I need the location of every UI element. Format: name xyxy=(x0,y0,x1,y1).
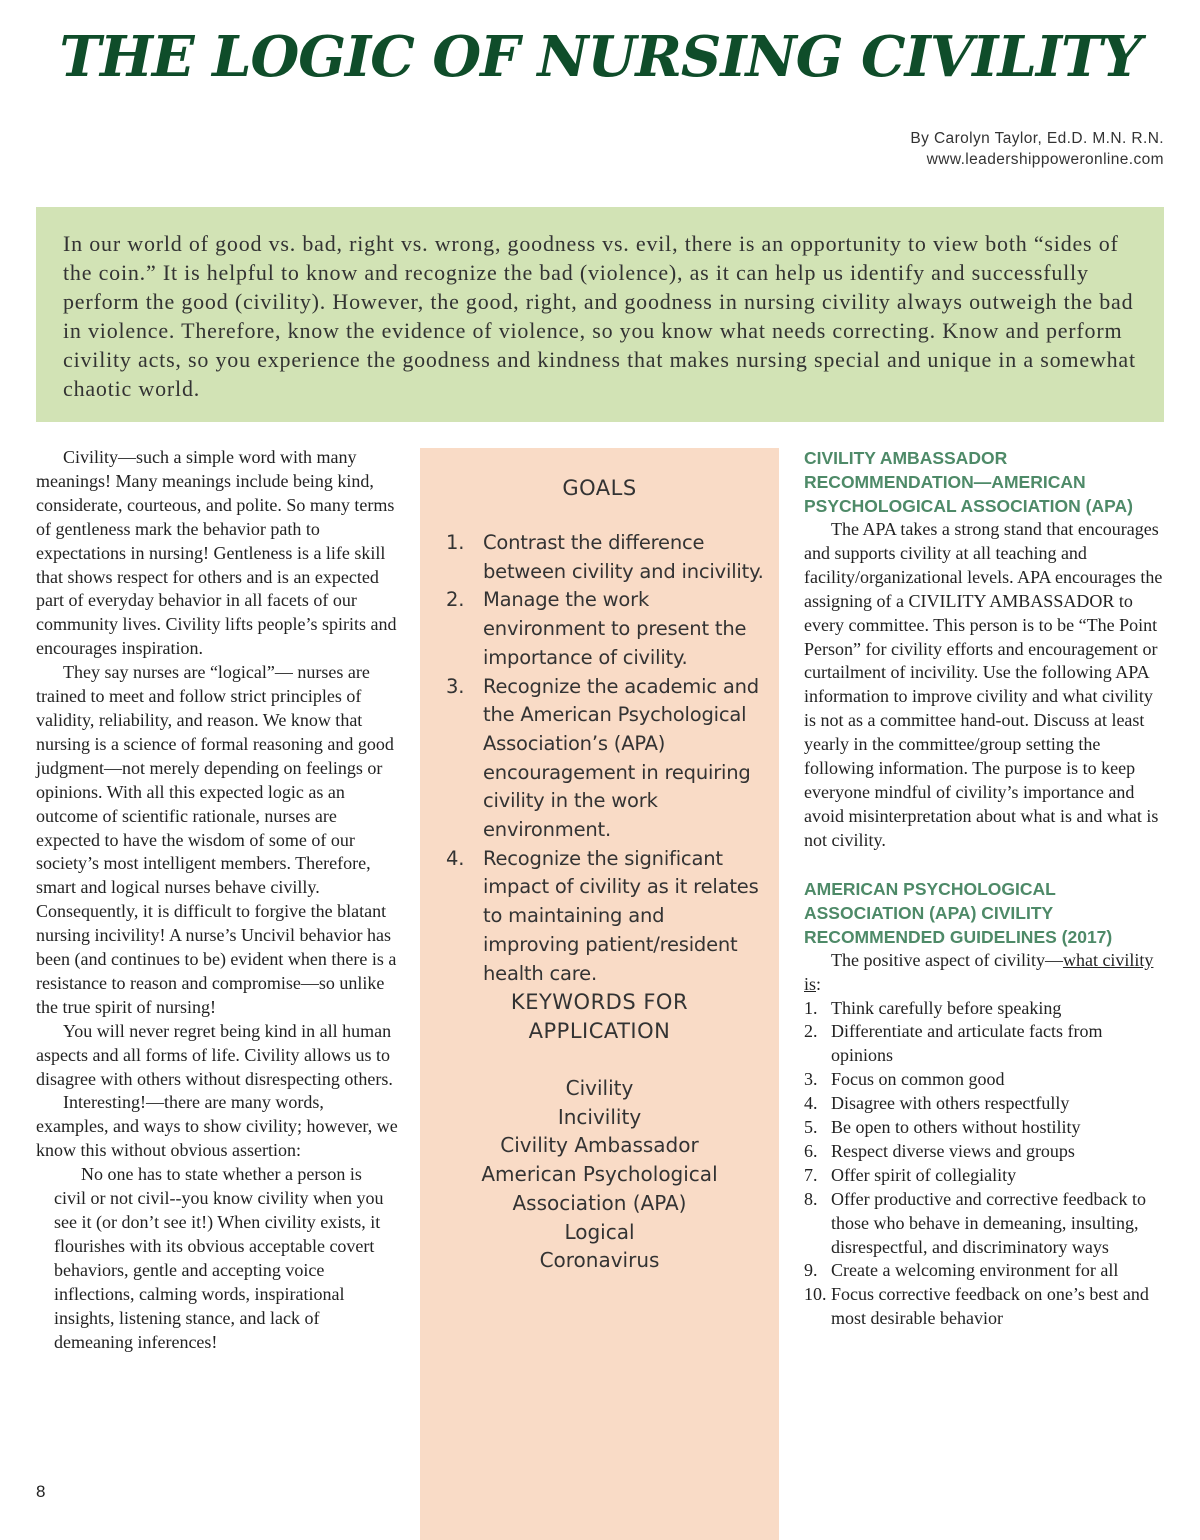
page-number: 8 xyxy=(36,1482,46,1501)
keyword-item: Logical xyxy=(564,1219,635,1244)
guidelines-intro-underlined: what civility is xyxy=(804,949,1154,994)
guidelines-intro xyxy=(804,949,1168,997)
goal-item xyxy=(446,529,764,586)
guideline-text: Think carefully before speaking xyxy=(831,997,1062,1018)
guidelines-intro-end: : xyxy=(816,973,822,994)
guideline-text: Be open to others without hostility xyxy=(831,1117,1081,1138)
section-paragraph: The APA takes a strong stand that encourages and supports civility at all teaching and facility/organizational levels. APA encourages the assigning of a CIVILITY AMBASSADOR to every committee. This person is to be “The Point Person” for civility efforts and encouragement or curtailment of incivility. Use the following APA information to improve civility and what civility is not as a committee hand-out. Discuss at least yearly in the committee/group setting the following information. The purpose is to keep everyone mindful of civility’s importance and avoid misinterpretation about what is and what is not civility. xyxy=(804,519,1163,850)
keyword-item: Incivility xyxy=(557,1104,642,1129)
body-paragraph: Civility—such a simple word with many meanings! Many meanings include being kind, considerate, courteous, and polite. So many terms of gentleness mark the behavior path to expectations in nursing! Gentleness is a life skill that shows respect for others and is an expected part of everyday behavior in all facets of our community lives. Civility lifts people’s spirits and encourages inspiration. xyxy=(36,447,397,659)
guideline-text: Offer productive and corrective feedback to those who behave in demeaning, insulting, disrespectful, and discriminatory ways xyxy=(831,1188,1147,1257)
body-paragraph: They say nurses are “logical”— nurses are trained to meet and follow strict principles of validity, reliability, and reason. We know that nursing is a science of formal reasoning and good judgment—not merely depending on feelings or opinions. With all this expected logic as an outcome of scientific rationale, nurses are expected to have the wisdom of some of our society’s most intelligent members. Therefore, smart and logical nurses behave civilly. Consequently, it is difficult to forgive the blatant nursing incivility! A nurse’s Uncivil behavior has been (and continues to be) evident when there is a resistance to reason and compromise—so unlike the true spirit of nursing! xyxy=(36,662,397,1017)
byline xyxy=(910,128,1164,170)
goal-text: Recognize the academic and the American Psychological Association’s (APA) encouragement in requiring civility in the work environment. xyxy=(483,674,759,842)
right-column xyxy=(804,446,1168,1331)
keywords-heading-line: KEYWORDS FOR xyxy=(510,990,689,1014)
guideline-item xyxy=(804,1283,1168,1331)
guideline-number: 1. xyxy=(804,997,818,1018)
goal-text: Contrast the difference between civility and incivility. xyxy=(483,531,764,583)
guideline-item xyxy=(804,1140,1168,1164)
keyword-item: Association (APA) xyxy=(512,1190,687,1215)
guideline-text: Create a welcoming environment for all xyxy=(831,1260,1119,1281)
goal-text: Manage the work environment to present the importance of civility. xyxy=(483,588,747,669)
goal-item xyxy=(446,586,764,672)
guideline-item xyxy=(804,1020,1168,1068)
guideline-text: Respect diverse views and groups xyxy=(831,1140,1075,1161)
guideline-item xyxy=(804,1164,1168,1188)
guideline-number: 5. xyxy=(804,1117,818,1138)
section-heading: CIVILITY AMBASSADOR RECOMMENDATION—AMERICAN PSYCHOLOGICAL ASSOCIATION (APA) xyxy=(804,448,1133,516)
keywords-heading-line: APPLICATION xyxy=(528,1019,671,1043)
guideline-number: 9. xyxy=(804,1260,818,1281)
goals-sidebar xyxy=(420,448,779,1540)
guideline-item xyxy=(804,1259,1168,1283)
guidelines-list xyxy=(804,997,1168,1332)
goals-list xyxy=(446,529,764,988)
guideline-number: 10. xyxy=(804,1284,827,1305)
website-line: www.leadershippoweronline.com xyxy=(926,151,1164,168)
guidelines-intro-text: The positive aspect of civility— xyxy=(831,949,1063,970)
goal-text: Recognize the significant impact of civility as it relates to maintaining and improving patient/resident health care. xyxy=(483,846,759,985)
goal-number: 1. xyxy=(446,531,465,554)
guideline-number: 3. xyxy=(804,1069,818,1090)
intro-callout: In our world of good vs. bad, right vs. wrong, goodness vs. evil, there is an opportunity to view both “sides of the coin.” It is helpful to know and recognize the bad (violence), as it can help us identify and successfully perform the good (civility). However, the good, right, and goodness in nursing civility always outweigh the bad in violence. Therefore, know the evidence of violence, so you know what needs correcting. Know and perform civility acts, so you experience the goodness and kindness that makes nursing special and unique in a somewhat chaotic world. xyxy=(36,207,1164,422)
author-line: By Carolyn Taylor, Ed.D. M.N. R.N. xyxy=(910,130,1164,147)
goal-number: 4. xyxy=(446,846,465,870)
goal-number: 2. xyxy=(446,588,465,612)
guideline-text: Disagree with others respectfully xyxy=(831,1093,1070,1114)
goal-number: 3. xyxy=(446,674,465,698)
guideline-text: Focus on common good xyxy=(831,1069,1005,1090)
guideline-number: 7. xyxy=(804,1164,818,1185)
guideline-item xyxy=(804,1116,1168,1140)
section-heading: AMERICAN PSYCHOLOGICAL ASSOCIATION (APA) CIVILITY RECOMMENDED GUIDELINES (2017) xyxy=(804,878,1113,947)
goals-heading: GOALS xyxy=(562,476,637,500)
left-column xyxy=(36,446,398,1354)
keyword-item: Civility xyxy=(565,1076,634,1100)
guideline-item xyxy=(804,997,1168,1021)
guideline-text: Focus corrective feedback on one’s best and most desirable behavior xyxy=(831,1284,1149,1329)
article-title: THE LOGIC OF NURSING CIVILITY xyxy=(59,24,1141,90)
keywords-list xyxy=(420,1074,779,1275)
guideline-item xyxy=(804,1188,1168,1260)
keyword-item: Civility Ambassador xyxy=(500,1133,699,1158)
guideline-item xyxy=(804,1068,1168,1092)
guideline-item xyxy=(804,1092,1168,1116)
guideline-number: 2. xyxy=(804,1021,818,1042)
body-paragraph: Interesting!—there are many words, examples, and ways to show civility; however, we know this without obvious assertion: xyxy=(36,1092,398,1161)
guideline-text: Offer spirit of collegiality xyxy=(831,1164,1017,1185)
goal-item xyxy=(446,673,764,845)
guideline-number: 4. xyxy=(804,1093,818,1114)
block-quote: No one has to state whether a person is civil or not civil--you know civility when you see it (or don’t see it!) When civility exists, it flourishes with its obvious acceptable covert behaviors, gentle and accepting voice inflections, calming words, inspirational insights, listening stance, and lack of demeaning inferences! xyxy=(54,1164,384,1352)
guideline-number: 6. xyxy=(804,1140,818,1161)
guideline-text: Differentiate and articulate facts from opinions xyxy=(831,1021,1103,1066)
keyword-item: Coronavirus xyxy=(539,1248,660,1273)
goal-item xyxy=(446,845,764,989)
keyword-item: American Psychological xyxy=(481,1162,718,1187)
guideline-number: 8. xyxy=(804,1188,818,1209)
body-paragraph: You will never regret being kind in all human aspects and all forms of life. Civility allows us to disagree with others without disrespecting others. xyxy=(36,1020,393,1089)
keywords-heading xyxy=(420,988,779,1046)
